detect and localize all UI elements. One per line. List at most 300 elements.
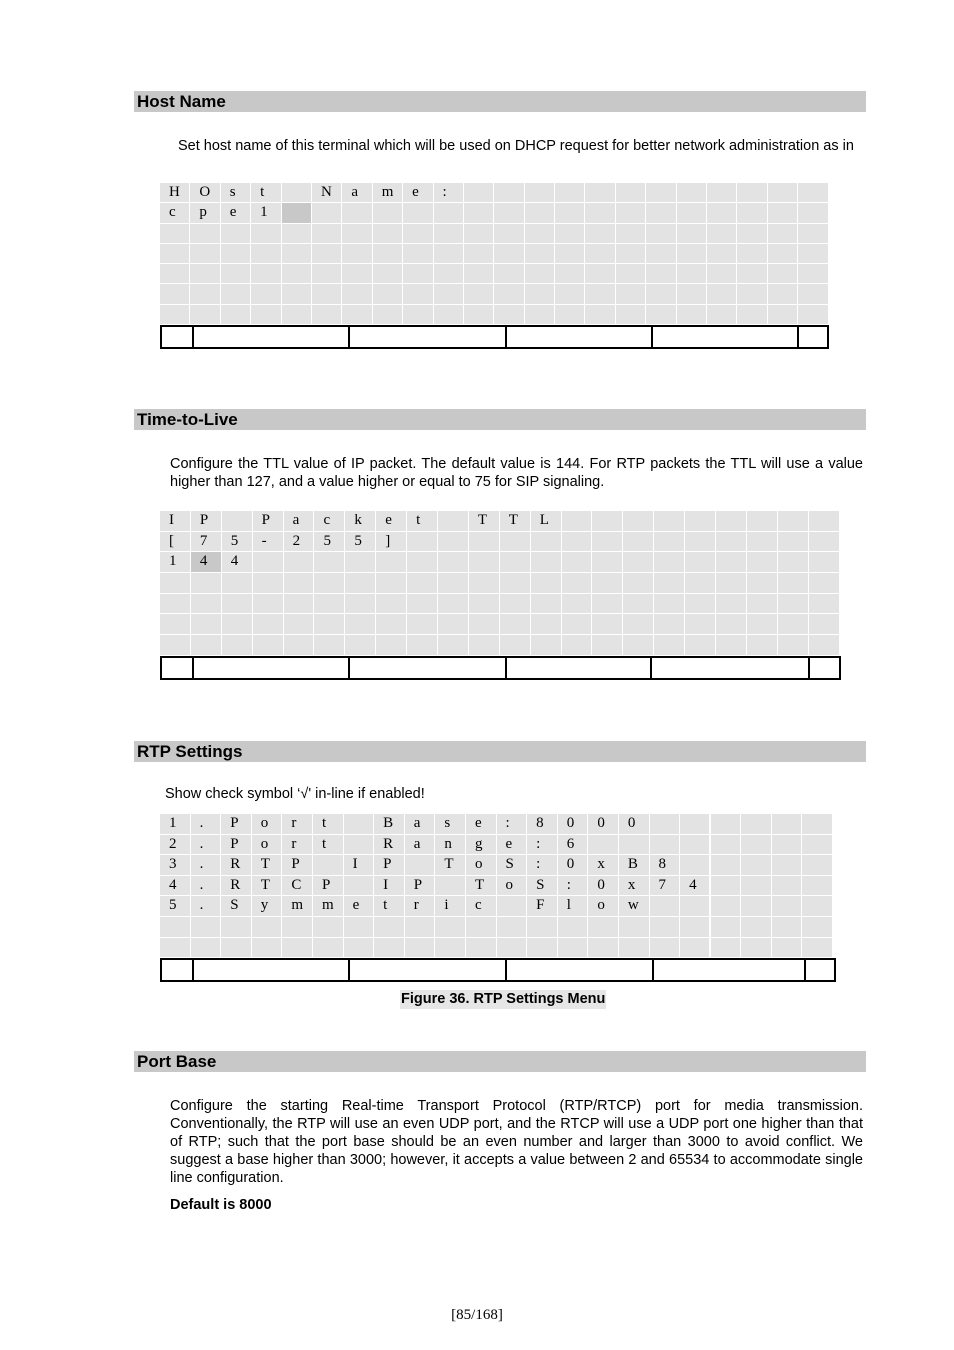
lcd-cell <box>525 284 555 304</box>
lcd-cell <box>623 511 654 532</box>
lcd-cell <box>555 224 585 244</box>
lcd-cell <box>585 244 615 264</box>
lcd-cell <box>374 917 405 938</box>
lcd-character-grid <box>160 511 840 656</box>
lcd-cell: o <box>497 876 528 897</box>
lcd-cell <box>646 305 676 325</box>
lcd-cell <box>500 532 531 553</box>
lcd-cell: 0 <box>558 855 589 876</box>
lcd-cell <box>778 614 809 635</box>
lcd-cell: 0 <box>619 814 650 835</box>
lcd-cell <box>798 305 828 325</box>
lcd-cell <box>251 244 281 264</box>
lcd-cell: 2 <box>160 835 191 856</box>
lcd-cell <box>190 284 220 304</box>
lcd-cell: a <box>405 835 436 856</box>
lcd-cell <box>737 305 767 325</box>
lcd-cell <box>314 573 345 594</box>
lcd-cell <box>809 614 840 635</box>
lcd-cell <box>500 594 531 615</box>
lcd-cell <box>741 855 772 876</box>
lcd-cell: I <box>160 511 191 532</box>
lcd-cell: : <box>527 835 558 856</box>
lcd-cell <box>798 264 828 284</box>
lcd-cell <box>403 284 433 304</box>
lcd-cell <box>403 244 433 264</box>
lcd-cell <box>344 938 375 959</box>
lcd-cell <box>160 594 191 615</box>
lcd-cell: o <box>466 855 497 876</box>
soft-key-slot <box>194 658 350 678</box>
lcd-cell <box>619 835 650 856</box>
lcd-cell <box>585 183 615 203</box>
lcd-cell <box>711 835 742 856</box>
lcd-cell <box>616 284 646 304</box>
lcd-cell <box>312 305 342 325</box>
lcd-cell <box>373 224 403 244</box>
lcd-cell: o <box>252 835 283 856</box>
lcd-cell <box>344 835 375 856</box>
lcd-cell <box>252 917 283 938</box>
page-number: [85/168] <box>451 1307 503 1323</box>
lcd-cell <box>376 614 407 635</box>
lcd-cell <box>768 284 798 304</box>
lcd-cell <box>160 938 191 959</box>
lcd-cell <box>531 635 562 656</box>
lcd-cell <box>809 511 840 532</box>
lcd-cell: t <box>251 183 281 203</box>
lcd-cell <box>716 635 747 656</box>
lcd-cell <box>531 552 562 573</box>
lcd-cell: g <box>466 835 497 856</box>
lcd-cell <box>191 614 222 635</box>
lcd-cell <box>373 244 403 264</box>
lcd-cell <box>531 532 562 553</box>
lcd-cell: t <box>313 814 344 835</box>
lcd-cell <box>497 938 528 959</box>
lcd-cell <box>221 284 251 304</box>
lcd-cell <box>438 635 469 656</box>
lcd-cell <box>680 896 711 917</box>
lcd-cell: 5 <box>345 532 376 553</box>
section-heading-port-base: Port Base <box>134 1051 866 1072</box>
lcd-cell <box>342 305 372 325</box>
lcd-cell <box>222 573 253 594</box>
lcd-cell <box>222 635 253 656</box>
lcd-cell <box>531 614 562 635</box>
lcd-cell <box>373 203 403 223</box>
lcd-cell <box>562 614 593 635</box>
lcd-cell: a <box>284 511 315 532</box>
lcd-cell <box>438 532 469 553</box>
host-name-description: Set host name of this terminal which will be used on DHCP request for better network administration as in <box>178 138 854 154</box>
soft-key-slot <box>799 327 827 347</box>
lcd-cell: T <box>469 511 500 532</box>
lcd-cell <box>588 938 619 959</box>
lcd-cell <box>314 552 345 573</box>
lcd-cell <box>562 594 593 615</box>
lcd-cell <box>500 635 531 656</box>
soft-key-slot <box>350 658 507 678</box>
lcd-cell <box>685 594 716 615</box>
lcd-cell <box>747 614 778 635</box>
lcd-cell <box>434 305 464 325</box>
lcd-cell <box>312 203 342 223</box>
lcd-cell <box>558 938 589 959</box>
port-base-description: Configure the starting Real-time Transport Protocol (RTP/RTCP) port for media transmission. Conventionally, the RTP will use an even UDP port, and the RTCP will use a UDP port one higher than that of RTP; such that the port base should be an even number and larger than 3000 to avoid conflict. We suggest a base higher than 3000; however, it accepts a value between 2 and 65534 to accommodate single line configuration. <box>170 1098 863 1186</box>
lcd-cell <box>623 573 654 594</box>
lcd-cell: s <box>221 183 251 203</box>
soft-key-slot <box>194 960 350 980</box>
lcd-cell: P <box>313 876 344 897</box>
lcd-cell <box>527 917 558 938</box>
lcd-cell <box>376 594 407 615</box>
lcd-cell <box>707 284 737 304</box>
lcd-cell <box>464 284 494 304</box>
lcd-cell <box>646 224 676 244</box>
lcd-cell: 0 <box>588 814 619 835</box>
lcd-cell <box>497 896 528 917</box>
lcd-cell <box>707 203 737 223</box>
lcd-cell <box>716 552 747 573</box>
lcd-cell: R <box>221 855 252 876</box>
lcd-cell: 4 <box>160 876 191 897</box>
lcd-cell: t <box>313 835 344 856</box>
lcd-cell <box>345 594 376 615</box>
lcd-cell <box>494 305 524 325</box>
lcd-cell: ] <box>376 532 407 553</box>
lcd-cell <box>555 264 585 284</box>
lcd-cell: e <box>497 835 528 856</box>
lcd-cell: k <box>345 511 376 532</box>
section-heading-host-name: Host Name <box>134 91 866 112</box>
lcd-cell: 1 <box>251 203 281 223</box>
lcd-cell <box>373 264 403 284</box>
lcd-cell <box>802 917 833 938</box>
lcd-cell <box>252 938 283 959</box>
lcd-cell <box>405 938 436 959</box>
lcd-cell <box>809 635 840 656</box>
lcd-cell <box>616 264 646 284</box>
lcd-cell: y <box>252 896 283 917</box>
lcd-cell <box>312 284 342 304</box>
soft-key-slot <box>507 960 654 980</box>
lcd-cell <box>654 573 685 594</box>
lcd-cell <box>778 635 809 656</box>
lcd-cell: s <box>435 814 466 835</box>
lcd-cell <box>221 244 251 264</box>
lcd-cell <box>711 855 742 876</box>
lcd-cell <box>464 183 494 203</box>
lcd-cell: a <box>342 183 372 203</box>
lcd-cell: x <box>588 855 619 876</box>
lcd-cell <box>160 917 191 938</box>
lcd-cell <box>592 594 623 615</box>
lcd-cell <box>646 284 676 304</box>
lcd-cell: . <box>191 876 222 897</box>
lcd-cell: C <box>282 876 313 897</box>
lcd-cell <box>654 511 685 532</box>
lcd-cell <box>680 835 711 856</box>
lcd-cell: 8 <box>527 814 558 835</box>
lcd-cell <box>191 917 222 938</box>
rtp-description: Show check symbol ‘√' in-line if enabled! <box>165 786 425 802</box>
lcd-cell <box>531 594 562 615</box>
soft-key-bar <box>160 325 829 349</box>
lcd-cell: o <box>252 814 283 835</box>
lcd-cell: I <box>344 855 375 876</box>
lcd-cell: c <box>314 511 345 532</box>
lcd-cell <box>405 855 436 876</box>
lcd-cell: : <box>497 814 528 835</box>
lcd-cell <box>222 511 253 532</box>
lcd-cell: e <box>376 511 407 532</box>
lcd-cell <box>345 552 376 573</box>
lcd-cell <box>160 635 191 656</box>
lcd-cell <box>312 244 342 264</box>
lcd-cell <box>741 896 772 917</box>
lcd-cell <box>680 917 711 938</box>
lcd-cell: . <box>191 835 222 856</box>
lcd-cell <box>190 305 220 325</box>
lcd-cell <box>314 635 345 656</box>
figure-caption: Figure 36. RTP Settings Menu <box>401 991 606 1007</box>
lcd-cell <box>737 224 767 244</box>
lcd-cell <box>344 917 375 938</box>
lcd-cell: 5 <box>222 532 253 553</box>
lcd-cell <box>438 573 469 594</box>
lcd-cell <box>802 876 833 897</box>
lcd-cell: . <box>191 855 222 876</box>
lcd-cell <box>555 183 585 203</box>
lcd-cell: r <box>405 896 436 917</box>
lcd-cell <box>555 244 585 264</box>
lcd-cell <box>222 614 253 635</box>
lcd-cell <box>747 532 778 553</box>
lcd-cell <box>802 814 833 835</box>
lcd-cell <box>342 203 372 223</box>
lcd-cell <box>407 594 438 615</box>
lcd-cell <box>741 835 772 856</box>
lcd-cell <box>345 635 376 656</box>
lcd-cell <box>221 264 251 284</box>
lcd-cell <box>685 511 716 532</box>
lcd-cell: n <box>435 835 466 856</box>
lcd-cell <box>772 938 803 959</box>
lcd-cell <box>160 244 190 264</box>
lcd-cell: 7 <box>191 532 222 553</box>
lcd-cell <box>525 203 555 223</box>
lcd-cell <box>282 938 313 959</box>
lcd-cell: 3 <box>160 855 191 876</box>
lcd-character-grid <box>160 814 833 958</box>
lcd-cell <box>623 552 654 573</box>
lcd-cell <box>716 511 747 532</box>
lcd-cell <box>313 917 344 938</box>
lcd-cell: T <box>252 855 283 876</box>
lcd-cell <box>345 573 376 594</box>
lcd-cell: r <box>282 814 313 835</box>
lcd-cell: 5 <box>314 532 345 553</box>
lcd-cell <box>555 284 585 304</box>
lcd-cell: o <box>588 896 619 917</box>
lcd-cell: l <box>558 896 589 917</box>
lcd-cell <box>466 938 497 959</box>
lcd-cell: x <box>619 876 650 897</box>
lcd-cell: 1 <box>160 814 191 835</box>
lcd-cell <box>562 635 593 656</box>
lcd-cell <box>555 203 585 223</box>
lcd-cell <box>282 264 312 284</box>
lcd-cell: 6 <box>558 835 589 856</box>
lcd-cell <box>407 614 438 635</box>
soft-key-slot <box>653 327 799 347</box>
lcd-cell <box>741 876 772 897</box>
soft-key-slot <box>162 960 194 980</box>
lcd-cell <box>685 552 716 573</box>
lcd-cell <box>494 224 524 244</box>
lcd-cell <box>768 305 798 325</box>
lcd-cell <box>500 614 531 635</box>
lcd-cell: P <box>191 511 222 532</box>
lcd-cell <box>741 917 772 938</box>
lcd-cell: e <box>403 183 433 203</box>
lcd-cell <box>616 183 646 203</box>
lcd-cell: 7 <box>650 876 681 897</box>
soft-key-bar <box>160 958 836 982</box>
lcd-cell <box>778 511 809 532</box>
lcd-cell <box>160 224 190 244</box>
lcd-cell <box>737 264 767 284</box>
lcd-cell: P <box>221 814 252 835</box>
lcd-cell <box>798 183 828 203</box>
lcd-cell <box>747 594 778 615</box>
lcd-cell <box>160 573 191 594</box>
lcd-cell <box>623 594 654 615</box>
lcd-cell <box>677 224 707 244</box>
lcd-cell <box>221 305 251 325</box>
lcd-cell <box>592 511 623 532</box>
lcd-cell <box>251 224 281 244</box>
lcd-cell: P <box>374 855 405 876</box>
lcd-cell <box>313 855 344 876</box>
soft-key-bar <box>160 656 841 680</box>
lcd-cell: e <box>344 896 375 917</box>
lcd-cell <box>677 305 707 325</box>
lcd-cell: t <box>374 896 405 917</box>
lcd-cell <box>345 614 376 635</box>
lcd-cell <box>435 876 466 897</box>
lcd-cell <box>191 938 222 959</box>
lcd-cell <box>707 305 737 325</box>
lcd-cell <box>403 203 433 223</box>
lcd-cell <box>592 532 623 553</box>
lcd-cell <box>527 938 558 959</box>
lcd-cell: S <box>497 855 528 876</box>
lcd-cell <box>438 594 469 615</box>
lcd-cell <box>282 224 312 244</box>
lcd-cell <box>160 284 190 304</box>
lcd-cell: w <box>619 896 650 917</box>
lcd-cell: P <box>405 876 436 897</box>
lcd-cell <box>313 938 344 959</box>
lcd-cell <box>677 284 707 304</box>
lcd-cell: S <box>221 896 252 917</box>
lcd-cell: 4 <box>191 552 222 573</box>
lcd-cell <box>588 917 619 938</box>
lcd-cell <box>466 917 497 938</box>
lcd-cell <box>190 224 220 244</box>
lcd-cell <box>464 224 494 244</box>
lcd-cell <box>616 305 646 325</box>
lcd-cell: H <box>160 183 190 203</box>
lcd-cell <box>707 224 737 244</box>
lcd-cell <box>772 876 803 897</box>
lcd-cell <box>809 552 840 573</box>
lcd-cell <box>768 264 798 284</box>
lcd-cell <box>650 938 681 959</box>
lcd-cell <box>711 917 742 938</box>
lcd-cell <box>469 614 500 635</box>
lcd-cell <box>222 594 253 615</box>
lcd-cell <box>407 635 438 656</box>
lcd-cell: e <box>466 814 497 835</box>
soft-key-slot <box>162 658 194 678</box>
lcd-cell <box>592 614 623 635</box>
soft-key-slot <box>162 327 194 347</box>
lcd-cell <box>373 284 403 304</box>
lcd-cell <box>680 814 711 835</box>
lcd-cell: B <box>374 814 405 835</box>
lcd-cell <box>650 917 681 938</box>
lcd-cell <box>344 814 375 835</box>
lcd-cell <box>616 203 646 223</box>
lcd-cell <box>282 284 312 304</box>
lcd-cell <box>160 264 190 284</box>
lcd-cell <box>711 896 742 917</box>
lcd-cell <box>191 573 222 594</box>
lcd-cell <box>772 855 803 876</box>
lcd-cell <box>685 532 716 553</box>
lcd-cell <box>469 532 500 553</box>
lcd-cell <box>747 573 778 594</box>
port-base-default: Default is 8000 <box>170 1197 272 1213</box>
lcd-cell <box>716 532 747 553</box>
lcd-cell <box>525 183 555 203</box>
lcd-cell <box>494 203 524 223</box>
lcd-cell <box>654 532 685 553</box>
lcd-cell <box>650 896 681 917</box>
lcd-cell: L <box>531 511 562 532</box>
lcd-cell <box>654 635 685 656</box>
lcd-cell <box>716 594 747 615</box>
lcd-cell: P <box>253 511 284 532</box>
lcd-cell <box>464 264 494 284</box>
lcd-cell <box>342 224 372 244</box>
lcd-cell: 8 <box>650 855 681 876</box>
lcd-cell <box>711 938 742 959</box>
lcd-cell <box>373 305 403 325</box>
lcd-cell: T <box>500 511 531 532</box>
lcd-cell <box>562 511 593 532</box>
lcd-cell <box>623 614 654 635</box>
lcd-cell: : <box>527 855 558 876</box>
lcd-cell: [ <box>160 532 191 553</box>
lcd-cell <box>374 938 405 959</box>
lcd-cell: . <box>191 814 222 835</box>
lcd-cell <box>646 264 676 284</box>
lcd-cell <box>494 284 524 304</box>
